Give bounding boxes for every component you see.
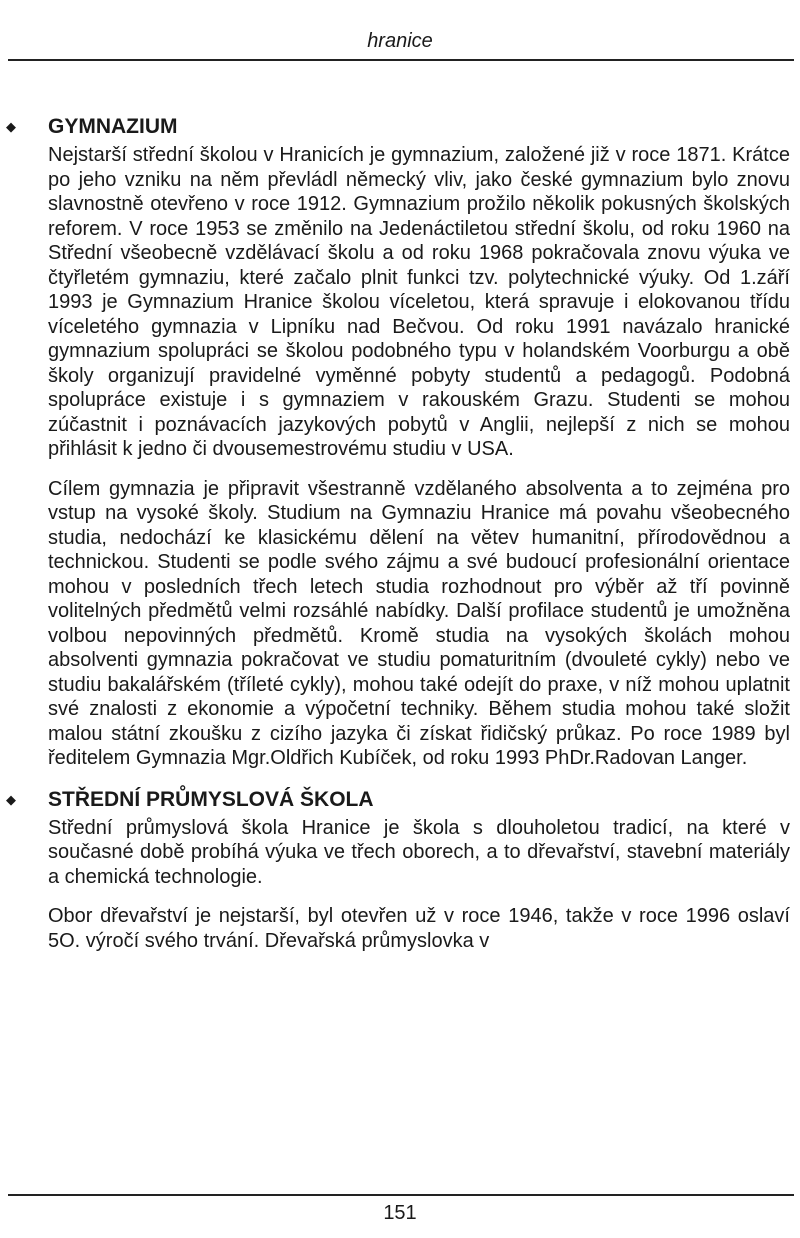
paragraph: Obor dřevařství je nejstarší, byl otevřen už v roce 1946, takže v roce 1996 oslaví 5O. výročí svého trvání. Dřevařská průmyslovka v <box>48 905 790 952</box>
header-rule <box>8 59 794 61</box>
footer-rule <box>8 1194 794 1196</box>
paragraph: Střední průmyslová škola Hranice je škola s dlouholetou tradicí, na které v současné době probíhá výuka ve třech oborech, a to dřevařství, stavební materiály a chemická technologie. <box>48 816 790 888</box>
section-heading-gymnazium <box>6 113 790 141</box>
section-title: STŘEDNÍ PRŮMYSLOVÁ ŠKOLA <box>48 787 374 811</box>
diamond-bullet-icon: ◆ <box>6 119 16 134</box>
running-header: hranice <box>367 30 433 52</box>
paragraph: Nejstarší střední školou v Hranicích je gymnazium, založené již v roce 1871. Krátce po jeho vzniku na něm převládl německý vliv, jako české gymnazium bylo znovu slavnostně otevřeno v roce 1912. Gymnazium prožilo několik pokusných školských reforem. V roce 1953 se změnilo na Jedenáctiletou střední školu, od roku 1960 na Střední všeobecně vzdělávací školu a od roku 1968 pokračovala znovu výuka ve čtyřletém gymnaziu, které začalo plnit funkci tzv. polytechnické výuky. Od 1.září 1993 je Gymnazium Hranice školou víceletou, která spravuje i elokovanou třídu víceletého gymnazia v Lipníku nad Bečvou. Od roku 1991 navázalo hranické gymnazium spolupráci se školou podobného typu v holandském Voorburgu a obě školy organizují pravidelné vyměnné pobyty studentů a pedagogů. Podobná spolupráce existuje i s gymnaziem v rakouském Grazu. Studenti se mohou zúčastnit i poznávacích jazykových pobytů v Anglii, nejlepší z nich se mohou přihlásit k jedno či dvousemestrovému studiu v USA. <box>48 144 790 460</box>
section-heading-prumyslova-skola <box>6 786 790 814</box>
section-title: GYMNAZIUM <box>48 115 178 138</box>
page-number: 151 <box>383 1202 417 1224</box>
paragraph: Cílem gymnazia je připravit všestranně vzdělaného absolventa a to zejména pro vstup na vysoké školy. Studium na Gymnaziu Hranice má povahu všeobecného studia, nedochází ke klasickému dělení na větev humanitní, přírodovědnou a technickou. Studenti se podle svého zájmu a své budoucí profesionální orientace mohou v posledních třech letech studia rozhodnout pro výběr až tří povinně volitelných předmětů velmi rozsáhlé nabídky. Další profilace studentů je umožněna volbou nepovinných předmětů. Kromě studia na vysokých školách mohou absolventi gymnazia pokračovat ve studiu pomaturitním (dvouleté cykly) nebo ve studiu bakalářském (tříleté cykly), mohou také odejít do praxe, v níž mohou uplatnit své znalosti z ekonomie a výpočetní techniky. Během studia mohou také složit malou státní zkoušku z cizího jazyka či získat řidičský průkaz. Po roce 1989 byl ředitelem Gymnazia Mgr.Oldřich Kubíček, od roku 1993 PhDr.Radovan Langer. <box>48 477 790 769</box>
diamond-bullet-icon: ◆ <box>6 791 16 807</box>
page-body <box>6 113 790 953</box>
